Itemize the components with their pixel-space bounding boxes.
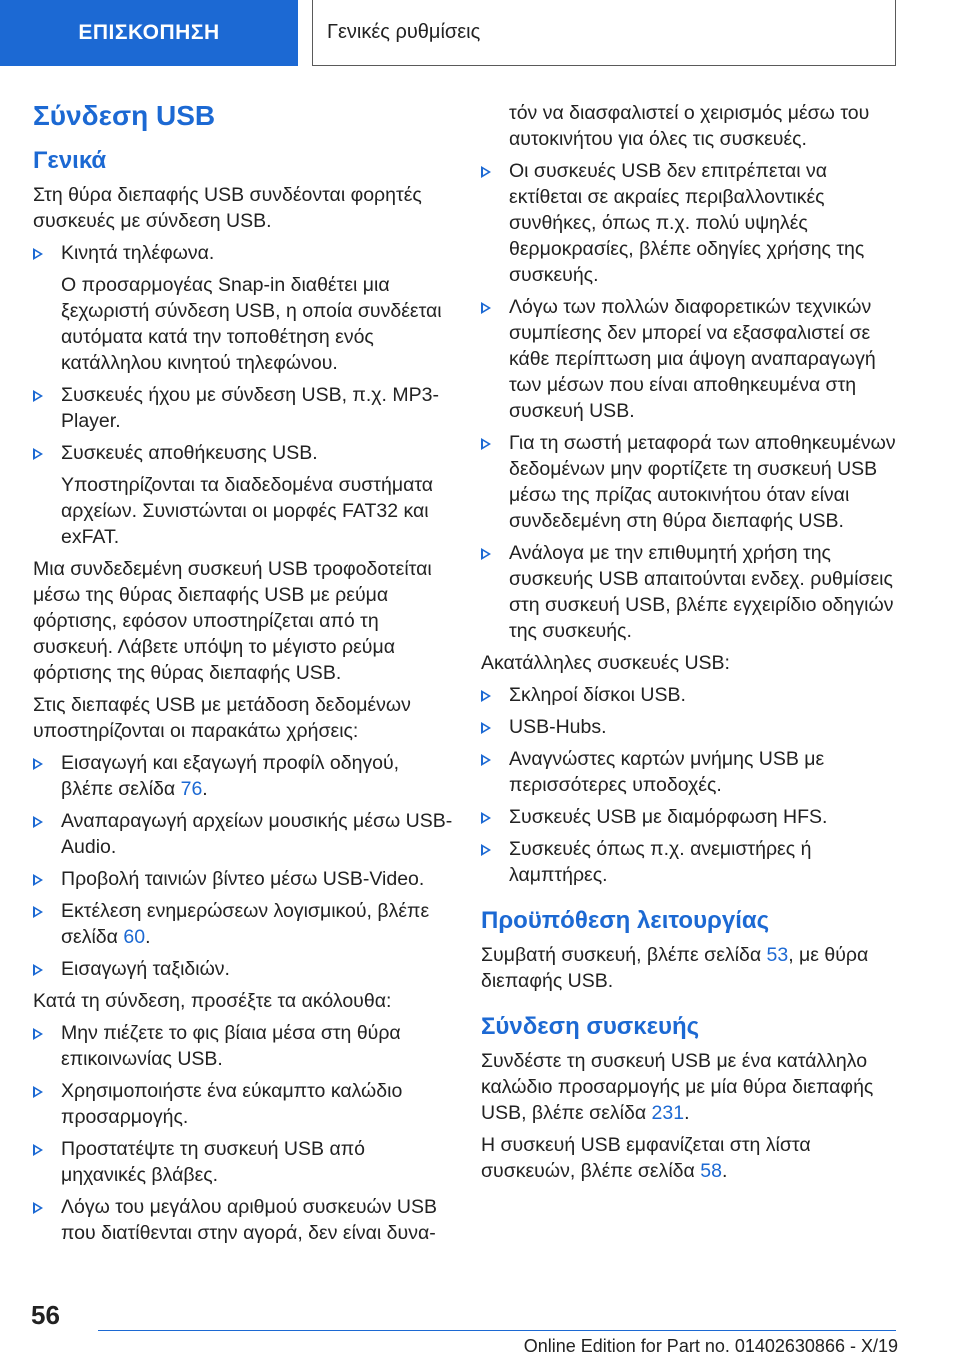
page-header	[0, 0, 960, 66]
bullet-triangle-icon	[481, 722, 491, 734]
page-title: Σύνδεση USB	[33, 100, 216, 131]
list-item-text: Σκληροί δίσκοι USB.	[509, 684, 686, 706]
list-item-text: Συσκευές USB με διαμόρφωση HFS.	[509, 806, 828, 828]
bullet-triangle-icon	[33, 1202, 43, 1214]
list-item-text: Κινητά τηλέφωνα.	[61, 242, 215, 264]
list-item	[33, 1020, 453, 1072]
page-link[interactable]: 76	[180, 778, 203, 800]
list-item-text: Εκτέλεση ενημερώσεων λογισμικού, βλέπε σελίδα	[61, 900, 430, 948]
punctuation: .	[684, 1102, 690, 1124]
right-column	[481, 100, 901, 1190]
paragraph	[481, 1132, 901, 1184]
paragraph-text: Η συσκευή USB εμφανίζεται στη λίστα συσκευών, βλέπε σελίδα	[481, 1134, 811, 1182]
list-item	[481, 746, 901, 798]
bullet-triangle-icon	[33, 906, 43, 918]
bullet-triangle-icon	[481, 844, 491, 856]
list-item	[33, 808, 453, 860]
bullet-triangle-icon	[481, 166, 491, 178]
list-item	[481, 430, 901, 534]
list-item	[33, 1194, 453, 1246]
punctuation: .	[721, 1160, 728, 1182]
footer-divider	[98, 1330, 896, 1331]
list-item-text: Εισαγωγή και εξαγωγή προφίλ οδηγού, βλέπε σελίδα	[61, 752, 400, 800]
paragraph-text: , με θύρα διεπαφής USB.	[481, 944, 869, 992]
list-item	[481, 836, 901, 888]
list-item	[33, 956, 453, 982]
bullet-triangle-icon	[33, 248, 43, 260]
list-item-text: Οι συσκευές USB δεν επιτρέπεται να εκτίθεται σε ακραίες περιβαλλοντικές συνθήκες, όπως π.χ. πολύ υψηλές θερμοκρασίες, βλέπε οδηγίες χρήσης της συσκευής.	[509, 160, 865, 286]
bullet-triangle-icon	[481, 438, 491, 450]
list-item-text: Συσκευές ήχου με σύνδεση USB, π.χ. MP3-Player.	[61, 384, 439, 432]
chapter-title: Γενικές ρυθμίσεις	[312, 0, 896, 66]
list-item	[481, 540, 901, 644]
paragraph: Στη θύρα διεπαφής USB συνδέονται φορητές συσκευές με σύνδεση USB.	[33, 184, 422, 232]
bullet-triangle-icon	[33, 390, 43, 402]
left-column	[33, 98, 453, 1252]
list-item	[33, 240, 453, 266]
paragraph	[481, 942, 901, 994]
list-item-detail: Ο προσαρμογέας Snap-in διαθέτει μια ξεχωριστή σύνδεση USB, η οποία συνδέεται αυτόματα κατά την τοποθέτηση ενός κατάλληλου κινητού τηλεφώνου.	[61, 274, 442, 374]
heading-connect-device: Σύνδεση συσκευής	[481, 1013, 700, 1040]
bullet-triangle-icon	[481, 690, 491, 702]
bullet-triangle-icon	[33, 1028, 43, 1040]
list-item-text: Λόγω του μεγάλου αριθμού συσκευών USB που διατίθενται στην αγορά, δεν είναι δυνα-	[61, 1196, 437, 1244]
list-item	[33, 440, 453, 466]
heading-requirement: Προϋπόθεση λειτουργίας	[481, 907, 770, 934]
list-item-text: USB-Hubs.	[509, 716, 607, 738]
page-link[interactable]: 58	[700, 1160, 722, 1182]
heading-general: Γενικά	[33, 147, 107, 174]
section-tab-overview[interactable]: ΕΠΙΣΚΟΠΗΣΗ	[0, 0, 298, 66]
bullet-triangle-icon	[33, 1144, 43, 1156]
page-number: 56	[31, 1300, 60, 1330]
list-item	[481, 294, 901, 424]
paragraph-text: Συνδέστε τη συσκευή USB με ένα κατάλληλο καλώδιο προσαρμογής με μία θύρα διεπαφής USB, βλέπε σελίδα	[481, 1050, 874, 1124]
list-item-detail: Υποστηρίζονται τα διαδεδομένα συστήματα αρχείων. Συνιστώνται οι μορφές FAT32 και exFAT.	[61, 474, 434, 548]
paragraph: Στις διεπαφές USB με μετάδοση δεδομένων υποστηρίζονται οι παρακάτω χρήσεις:	[33, 694, 411, 742]
page-link[interactable]: 60	[123, 926, 146, 948]
list-item-text: Προστατέψτε τη συσκευή USB από μηχανικές βλάβες.	[61, 1138, 366, 1186]
list-item-text: Συσκευές αποθήκευσης USB.	[61, 442, 318, 464]
list-item-text: Αναπαραγωγή αρχείων μουσικής μέσω USB-Audio.	[61, 810, 453, 858]
list-item-text: Αναγνώστες καρτών μνήμης USB με περισσότερες υποδοχές.	[509, 748, 825, 796]
paragraph	[481, 1048, 901, 1126]
list-item	[481, 682, 901, 708]
bullet-triangle-icon	[481, 754, 491, 766]
list-item	[33, 866, 453, 892]
list-item-text: Ανάλογα με την επιθυμητή χρήση της συσκευής USB απαιτούνται ενδεχ. ρυθμίσεις στη συσκευή USB, βλέπε εγχειρίδιο οδηγιών της συσκευής.	[509, 542, 894, 642]
bullet-triangle-icon	[481, 548, 491, 560]
list-item-text: Για τη σωστή μεταφορά των αποθηκευμένων δεδομένων μην φορτίζετε τη συσκευή USB μέσω της πρίζας αυτοκινήτου όταν είναι συνδεδεμένη στη θύρα διεπαφής USB.	[509, 432, 896, 532]
bullet-triangle-icon	[33, 1086, 43, 1098]
bullet-triangle-icon	[33, 448, 43, 460]
list-item	[481, 714, 901, 740]
list-item	[33, 382, 453, 434]
punctuation: .	[145, 926, 151, 948]
list-item	[481, 158, 901, 288]
list-item-text: Εισαγωγή ταξιδιών.	[61, 958, 230, 980]
list-item-text: Προβολή ταινιών βίντεο μέσω USB-Video.	[61, 868, 425, 890]
list-item-text: Λόγω των πολλών διαφορετικών τεχνικών συμπίεσης δεν μπορεί να εξασφαλιστεί σε κάθε περίπτωση μια άψογη αναπαραγωγή των μέσων που είναι αποθηκευμένα στη συσκευή USB.	[509, 296, 876, 422]
paragraph: Κατά τη σύνδεση, προσέξτε τα ακόλουθα:	[33, 990, 392, 1012]
list-item-text: Χρησιμοποιήστε ένα εύκαμπτο καλώδιο προσαρμογής.	[61, 1080, 403, 1128]
paragraph-text: Συμβατή συσκευή, βλέπε σελίδα	[481, 944, 767, 966]
footer-edition: Online Edition for Part no. 01402630866 - X/19	[523, 1336, 898, 1356]
bullet-triangle-icon	[33, 758, 43, 770]
bullet-triangle-icon	[33, 816, 43, 828]
paragraph: Ακατάλληλες συσκευές USB:	[481, 652, 730, 674]
bullet-triangle-icon	[33, 964, 43, 976]
bullet-triangle-icon	[481, 812, 491, 824]
paragraph: Μια συνδεδεμένη συσκευή USB τροφοδοτείται μέσω της θύρας διεπαφής USB με ρεύμα φόρτισης, εφόσον υποστηρίζεται από τη συσκευή. Λάβετε υπόψη το μέγιστο ρεύμα φόρτισης της θύρας διεπαφής USB.	[33, 558, 432, 684]
page-link[interactable]: 53	[766, 944, 789, 966]
list-item	[33, 750, 453, 802]
list-item-continuation: τόν να διασφαλιστεί ο χειρισμός μέσω του αυτοκινήτου για όλες τις συσκευές.	[509, 102, 870, 150]
punctuation: .	[202, 778, 208, 800]
list-item	[481, 804, 901, 830]
list-item	[33, 1078, 453, 1130]
list-item	[33, 898, 453, 950]
bullet-triangle-icon	[481, 302, 491, 314]
list-item-text: Μην πιέζετε το φις βίαια μέσα στη θύρα επικοινωνίας USB.	[61, 1022, 401, 1070]
list-item	[33, 1136, 453, 1188]
page-link[interactable]: 231	[651, 1102, 685, 1124]
bullet-triangle-icon	[33, 874, 43, 886]
list-item-text: Συσκευές όπως π.χ. ανεμιστήρες ή λαμπτήρες.	[509, 838, 812, 886]
